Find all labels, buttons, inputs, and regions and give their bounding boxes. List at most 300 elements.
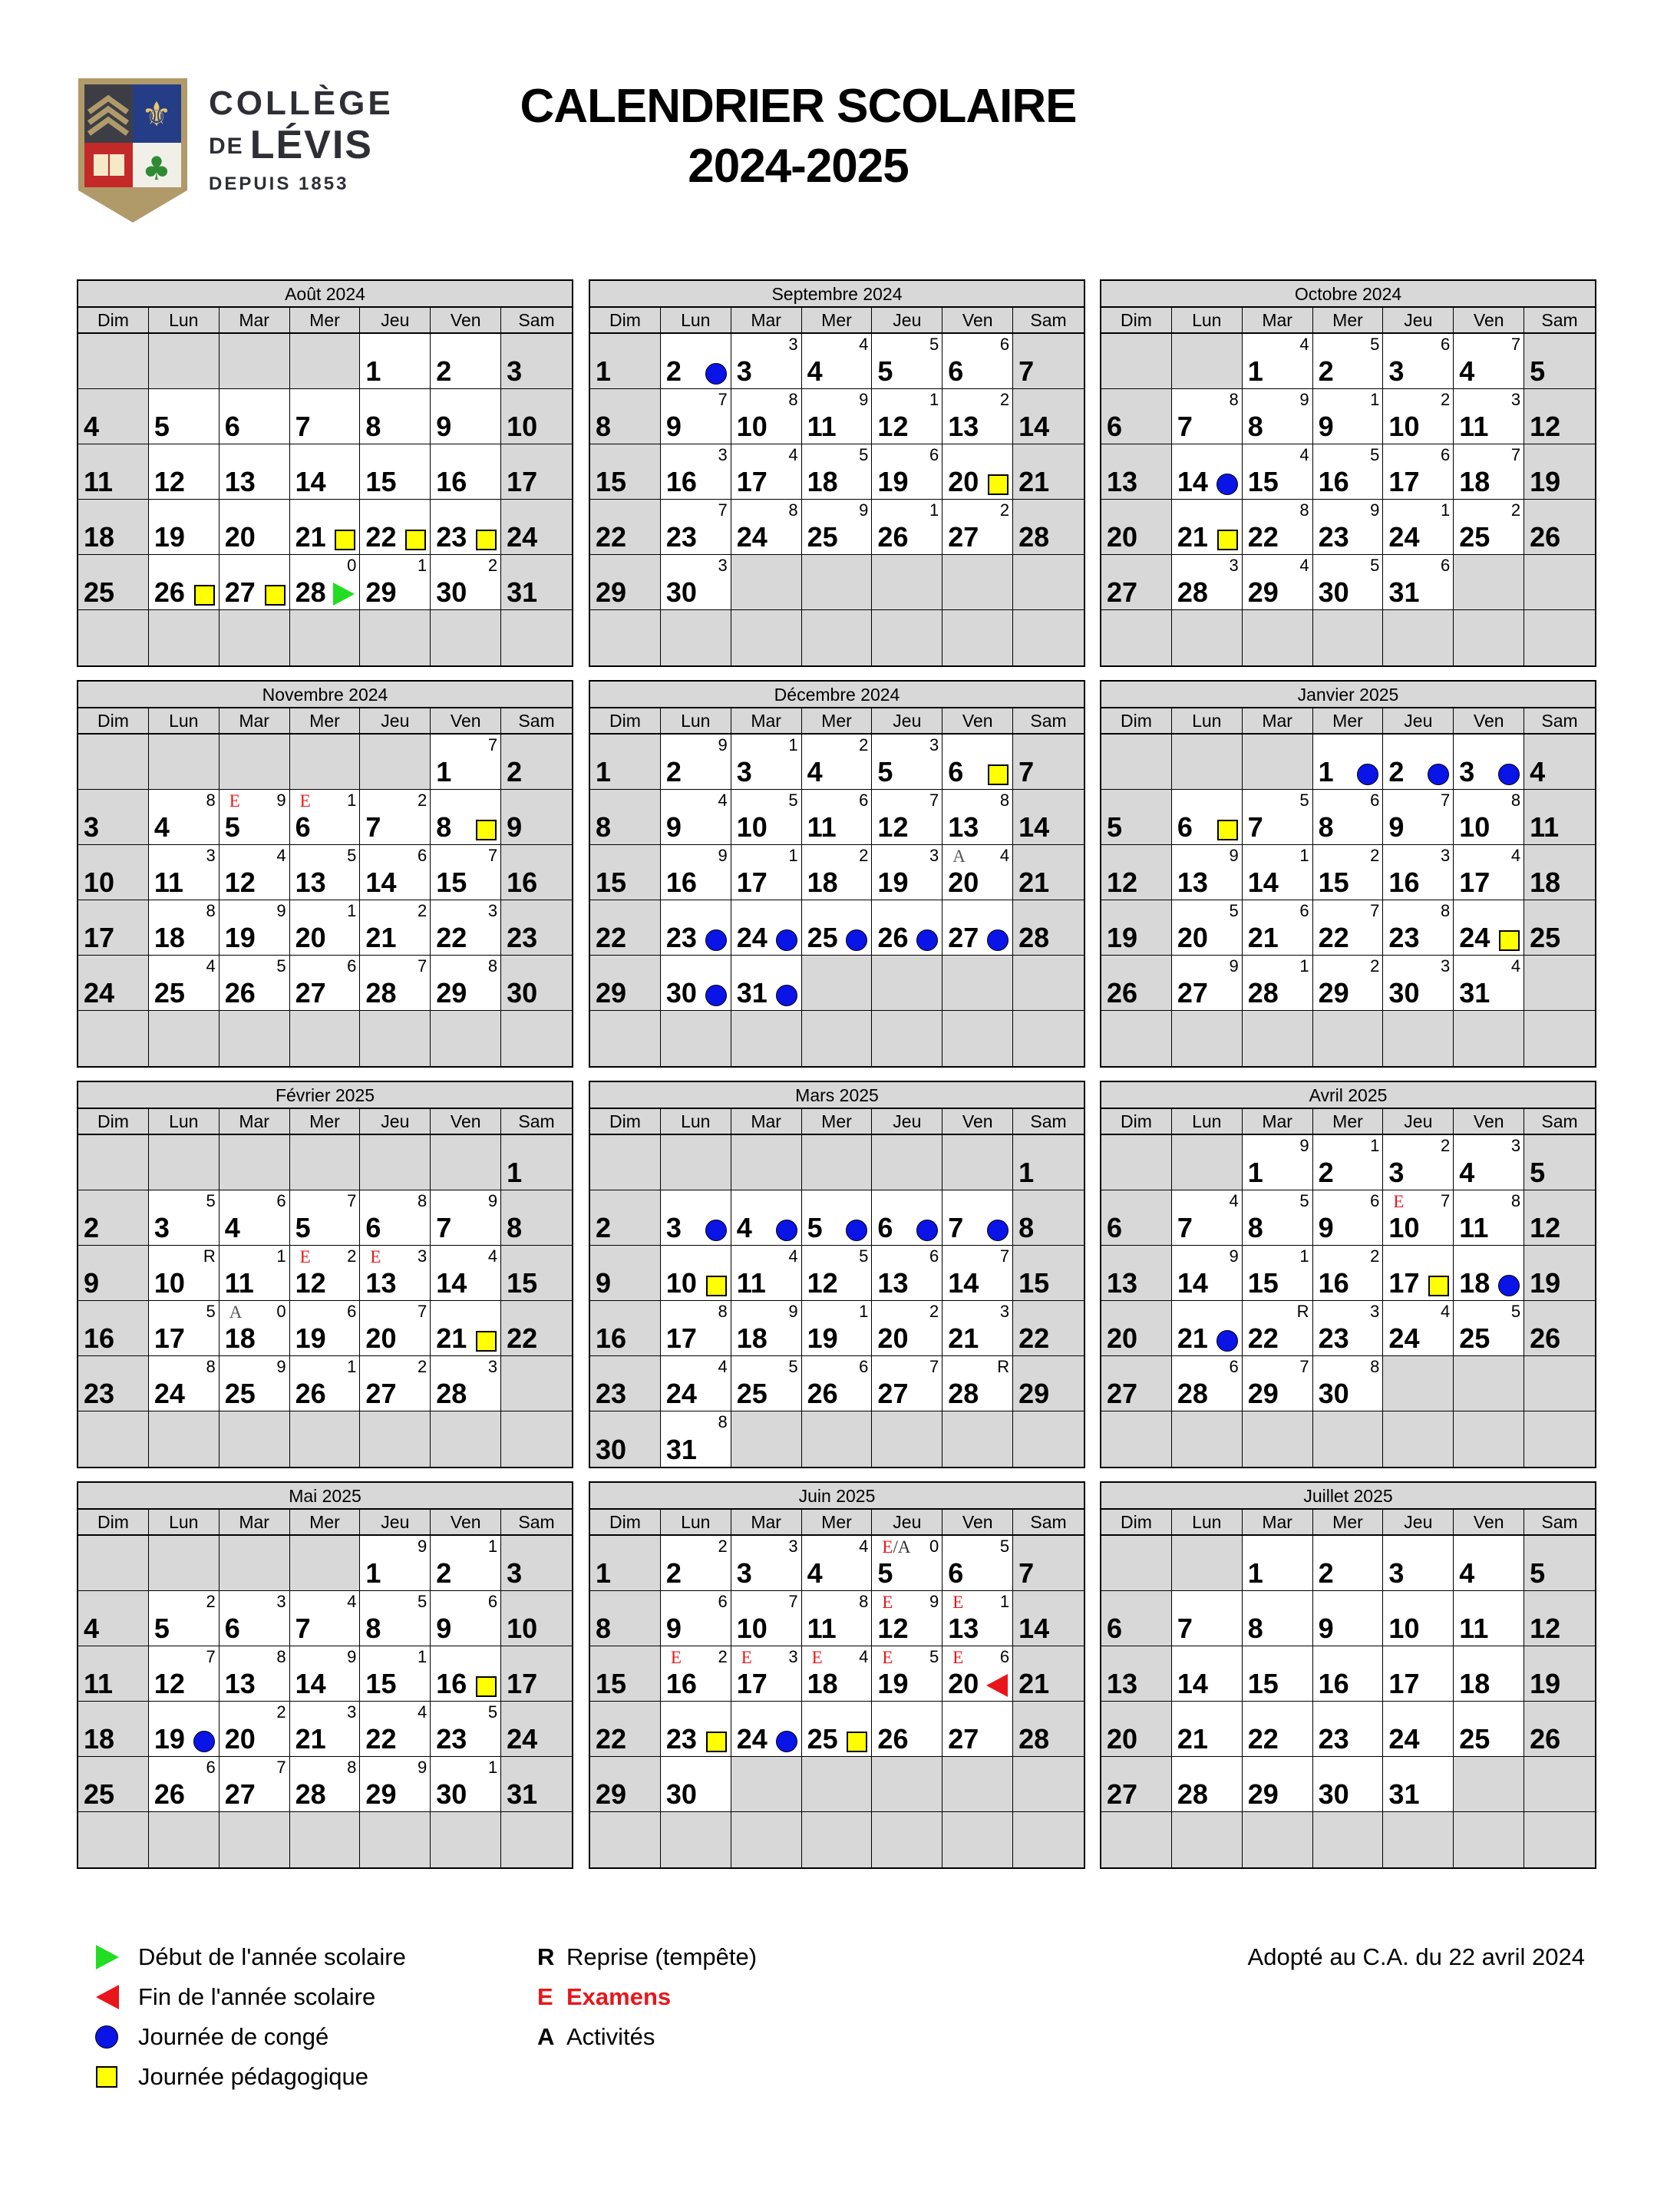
day-cell (731, 444, 802, 500)
cycle-day: 3 (487, 1357, 498, 1376)
pedago-square-icon (476, 530, 497, 550)
day-number: 14 (1247, 867, 1279, 898)
day-number: 21 (1247, 922, 1279, 953)
day-number: 11 (807, 811, 837, 843)
day-cell (1172, 1301, 1243, 1356)
day-cell (1383, 1135, 1454, 1190)
day-code: E (670, 1648, 682, 1667)
day-cell (1172, 444, 1243, 500)
day-cell (431, 956, 501, 1011)
day-cell (731, 735, 802, 790)
empty-cell (1013, 555, 1084, 610)
cycle-day: 9 (347, 1647, 357, 1666)
day-number: 18 (736, 1322, 768, 1354)
day-cell (501, 1301, 572, 1356)
day-cell (661, 735, 731, 790)
svg-text:⚜: ⚜ (141, 95, 172, 134)
day-number: 2 (1388, 756, 1405, 787)
holiday-circle-icon (916, 1220, 938, 1241)
day-number: 7 (295, 1613, 311, 1644)
day-cell (590, 735, 661, 790)
day-number: 27 (877, 1378, 909, 1409)
day-cell (802, 500, 873, 555)
day-number: 15 (1247, 1668, 1279, 1699)
weekday-header (590, 1109, 1084, 1135)
weekday-label: Jeu (360, 1510, 431, 1534)
day-cell (661, 1757, 731, 1812)
cycle-day: R (203, 1246, 216, 1266)
day-number: 14 (365, 867, 397, 898)
day-cell (78, 790, 149, 845)
day-number: 20 (948, 1668, 979, 1699)
empty-cell (1101, 1812, 1172, 1867)
day-number: 8 (596, 811, 612, 843)
day-cell (802, 1301, 873, 1356)
empty-cell (1013, 610, 1084, 665)
day-cell (1243, 1591, 1313, 1646)
empty-cell (1313, 1011, 1384, 1066)
day-number: 7 (1177, 1613, 1193, 1644)
day-number: 12 (877, 411, 909, 442)
empty-cell (1013, 1757, 1084, 1812)
cycle-day: 2 (1510, 500, 1521, 520)
day-cell (501, 555, 572, 610)
weekday-label: Lun (149, 1510, 220, 1534)
day-number: 20 (948, 867, 979, 898)
cycle-day: 7 (487, 846, 498, 865)
cycle-day: 6 (859, 791, 869, 810)
cycle-day: 2 (718, 1537, 728, 1556)
day-number: 24 (154, 1378, 185, 1409)
cycle-day: 2 (718, 1647, 728, 1666)
day-cell (1013, 735, 1084, 790)
day-cell (78, 845, 149, 900)
legend-start: Début de l'année scolaire (94, 1937, 406, 1977)
day-cell (290, 1591, 361, 1646)
day-cell (1454, 334, 1524, 389)
cycle-day: 7 (1441, 1191, 1451, 1210)
day-number: 29 (596, 1778, 627, 1810)
day-number: 19 (1530, 466, 1561, 497)
cycle-day: 4 (1441, 1302, 1451, 1321)
day-number: 15 (1247, 466, 1279, 497)
cycle-day: 8 (276, 1647, 286, 1666)
holiday-circle-icon (1357, 764, 1378, 785)
day-cell (942, 845, 1013, 900)
empty-cell (872, 1812, 942, 1867)
day-number: 20 (365, 1322, 397, 1354)
day-number: 14 (1177, 1267, 1208, 1299)
cycle-day: 8 (718, 1412, 728, 1431)
day-cell (1243, 1536, 1313, 1591)
day-number: 23 (436, 521, 467, 553)
day-number: 13 (948, 411, 979, 442)
day-number: 20 (948, 466, 979, 497)
cycle-day: 3 (1441, 956, 1451, 976)
cycle-day: 2 (487, 556, 498, 575)
day-number: 20 (1107, 1322, 1138, 1354)
empty-cell (1101, 334, 1172, 389)
legend-symbols (94, 1937, 406, 2097)
day-number: 23 (665, 922, 697, 953)
day-number: 30 (665, 1778, 697, 1810)
empty-cell (78, 1536, 149, 1591)
holiday-circle-icon (776, 1220, 797, 1241)
month-title: Janvier 2025 (1101, 682, 1595, 708)
day-number: 6 (1107, 1212, 1123, 1243)
day-number: 28 (295, 1778, 326, 1810)
day-number: 2 (1318, 1157, 1334, 1188)
cycle-day: 6 (1370, 791, 1380, 810)
weekday-label: Jeu (1383, 1109, 1454, 1134)
day-cell (1454, 845, 1524, 900)
day-cell (78, 555, 149, 610)
empty-cell (731, 1757, 802, 1812)
day-cell (590, 1190, 661, 1246)
day-number: 13 (224, 466, 256, 497)
day-cell (360, 1246, 431, 1301)
cycle-day: 5 (999, 1537, 1010, 1556)
day-cell (431, 845, 501, 900)
cycle-day: 5 (1510, 1302, 1521, 1321)
weekday-label: Lun (1172, 308, 1243, 332)
weekday-label: Ven (431, 1109, 501, 1134)
empty-cell (78, 610, 149, 665)
day-number: 13 (948, 811, 979, 843)
day-code: E (1393, 1192, 1405, 1211)
legend-activites: A Activités (537, 2023, 655, 2050)
day-cell (1101, 1591, 1172, 1646)
day-cell (1243, 900, 1313, 956)
empty-cell (220, 1411, 290, 1467)
empty-cell (220, 735, 290, 790)
day-number: 22 (1018, 1322, 1050, 1354)
day-cell (290, 555, 361, 610)
empty-cell (1383, 610, 1454, 665)
day-number: 18 (84, 1723, 115, 1755)
day-number: 3 (84, 811, 100, 843)
cycle-day: 7 (1299, 1357, 1309, 1376)
empty-cell (290, 334, 361, 389)
day-code: E (299, 1247, 311, 1266)
day-number: 12 (877, 1613, 909, 1644)
day-number: 14 (948, 1267, 979, 1299)
day-cell (290, 389, 361, 444)
day-cell (731, 1246, 802, 1301)
pedago-square-icon (476, 1331, 497, 1352)
day-cell (590, 1411, 661, 1467)
weekday-label: Jeu (360, 308, 431, 332)
day-cell (1524, 1702, 1595, 1757)
cycle-day: 7 (718, 500, 728, 520)
day-cell (78, 1301, 149, 1356)
logo-line2: DE LÉVIS (209, 123, 373, 167)
day-cell (78, 1591, 149, 1646)
day-cell (360, 1757, 431, 1812)
day-number: 20 (295, 922, 326, 953)
empty-cell (802, 1757, 873, 1812)
day-cell (1383, 790, 1454, 845)
cycle-day: 3 (999, 1302, 1010, 1321)
day-number: 22 (596, 521, 627, 553)
empty-cell (220, 1135, 290, 1190)
day-number: 12 (877, 811, 909, 843)
day-number: 5 (807, 1212, 823, 1243)
logo-line1: COLLÈGE (209, 84, 394, 122)
day-cell (942, 1591, 1013, 1646)
day-number: 2 (665, 756, 682, 787)
day-cell (942, 735, 1013, 790)
day-cell (501, 1702, 572, 1757)
empty-cell (1243, 610, 1313, 665)
day-number: 23 (84, 1378, 115, 1409)
day-cell (1454, 444, 1524, 500)
day-number: 1 (596, 1557, 612, 1589)
empty-cell (731, 1812, 802, 1867)
day-cell (1454, 1536, 1524, 1591)
holiday-circle-icon (846, 929, 867, 951)
cycle-day: 1 (929, 500, 939, 520)
day-number: 4 (84, 1613, 100, 1644)
weekday-label: Sam (518, 310, 555, 330)
day-number: 5 (1530, 1557, 1546, 1589)
day-number: 30 (1388, 977, 1420, 1009)
day-number: 24 (1388, 1723, 1420, 1755)
day-cell (1013, 1301, 1084, 1356)
pedago-square-icon (265, 585, 286, 606)
cycle-day: 7 (929, 1357, 939, 1376)
empty-cell (1243, 1812, 1313, 1867)
day-number: 8 (1247, 1613, 1263, 1644)
cycle-day: 1 (929, 390, 939, 409)
day-number: 22 (365, 1723, 397, 1755)
cycle-day: 8 (206, 1357, 216, 1376)
day-number: 23 (665, 521, 697, 553)
day-cell (1383, 1702, 1454, 1757)
day-cell (1383, 500, 1454, 555)
day-number: 13 (1107, 1668, 1138, 1699)
day-number: 9 (436, 1613, 452, 1644)
day-cell (220, 1591, 290, 1646)
weekday-label: Jeu (360, 708, 431, 733)
day-number: 5 (877, 756, 893, 787)
cycle-day: 6 (929, 1246, 939, 1266)
weekday-label: Dim (1101, 1510, 1172, 1534)
day-number: 21 (295, 1723, 326, 1755)
empty-cell (1313, 610, 1384, 665)
day-number: 19 (877, 867, 909, 898)
day-cell (1383, 444, 1454, 500)
empty-cell (360, 735, 431, 790)
day-cell (1243, 1702, 1313, 1757)
day-number: 14 (1177, 1668, 1208, 1699)
day-number: 15 (365, 466, 397, 497)
weekday-label: Mer (290, 1510, 361, 1534)
day-number: 21 (1177, 521, 1208, 553)
day-number: 31 (665, 1434, 697, 1465)
day-cell (78, 1757, 149, 1812)
empty-cell (1524, 956, 1595, 1011)
cycle-day: 8 (487, 956, 498, 976)
cycle-day: 6 (859, 1357, 869, 1376)
day-cell (942, 444, 1013, 500)
end-triangle-icon (94, 1985, 121, 2009)
day-number: 8 (365, 411, 381, 442)
weekday-label: Sam (1030, 1111, 1067, 1131)
cycle-day: 5 (1370, 445, 1380, 464)
day-number: 23 (436, 1723, 467, 1755)
cycle-day: 7 (276, 1758, 286, 1777)
empty-cell (431, 1135, 501, 1190)
day-cell (290, 900, 361, 956)
weekday-label: Mer (1313, 1109, 1384, 1134)
day-number: 7 (1018, 756, 1035, 787)
empty-cell (1172, 610, 1243, 665)
day-number: 16 (665, 1668, 697, 1699)
weekday-label: Dim (78, 1109, 149, 1134)
day-cell (360, 1646, 431, 1702)
day-cell (1172, 555, 1243, 610)
weekday-label: Sam (1541, 310, 1578, 330)
day-cell (149, 1646, 220, 1702)
day-code: E (299, 791, 311, 811)
day-number: 16 (1388, 867, 1420, 898)
day-cell (290, 845, 361, 900)
day-cell (149, 956, 220, 1011)
day-cell (1454, 500, 1524, 555)
day-number: 7 (365, 811, 381, 843)
empty-cell (731, 610, 802, 665)
day-cell (661, 1411, 731, 1467)
day-cell (661, 334, 731, 389)
day-number: 24 (84, 977, 115, 1009)
weekday-label: Mer (802, 308, 873, 332)
empty-cell (1172, 735, 1243, 790)
day-number: 17 (736, 867, 768, 898)
day-number: 9 (507, 811, 523, 843)
day-cell (1013, 389, 1084, 444)
day-cell (1313, 790, 1384, 845)
cycle-day: 2 (929, 1302, 939, 1321)
day-number: 12 (154, 1668, 185, 1699)
cycle-day: 5 (1229, 901, 1239, 920)
empty-cell (1013, 956, 1084, 1011)
cycle-day: 4 (999, 846, 1010, 865)
day-cell (220, 790, 290, 845)
day-number: 28 (1018, 1723, 1050, 1755)
day-cell (1454, 1246, 1524, 1301)
day-cell (942, 1702, 1013, 1757)
weekday-label: Dim (590, 1109, 661, 1134)
day-number: 29 (1247, 576, 1279, 608)
day-cell (1313, 1135, 1384, 1190)
weekday-header (1101, 1109, 1595, 1135)
day-cell (431, 500, 501, 555)
day-number: 10 (1388, 1613, 1420, 1644)
day-number: 6 (948, 1557, 964, 1589)
holiday-circle-icon (705, 1220, 727, 1241)
weekday-label: Dim (78, 1510, 149, 1534)
day-number: 23 (1318, 521, 1349, 553)
legend-codes (537, 1937, 757, 2057)
month-days-grid (590, 1135, 1084, 1467)
cycle-day: 3 (1510, 390, 1521, 409)
day-cell (802, 1190, 873, 1246)
cycle-day: 3 (718, 556, 728, 575)
cycle-day: 5 (929, 1647, 939, 1666)
cycle-day: 7 (788, 1592, 798, 1611)
empty-cell (1383, 1411, 1454, 1467)
empty-cell (149, 1536, 220, 1591)
cycle-day: 1 (276, 1246, 286, 1266)
day-number: 8 (1247, 411, 1263, 442)
pedago-square-icon (1499, 930, 1520, 951)
cycle-day: 3 (788, 335, 798, 354)
empty-cell (802, 1411, 873, 1467)
day-number: 30 (436, 576, 467, 608)
day-cell (1383, 1246, 1454, 1301)
empty-cell (78, 1011, 149, 1066)
day-cell (1013, 444, 1084, 500)
cycle-day: 3 (418, 1246, 428, 1266)
holiday-circle-icon (776, 929, 797, 951)
empty-cell (1524, 1411, 1595, 1467)
cycle-day: 2 (859, 846, 869, 865)
cycle-day: 0 (347, 556, 357, 575)
day-number: 29 (596, 576, 627, 608)
empty-cell (731, 555, 802, 610)
day-cell (872, 1301, 942, 1356)
day-cell (942, 1301, 1013, 1356)
day-code: A (952, 847, 966, 866)
day-number: 17 (154, 1322, 185, 1354)
empty-cell (1524, 1757, 1595, 1812)
weekday-label: Lun (661, 308, 731, 332)
day-cell (1243, 1190, 1313, 1246)
day-number: 6 (1177, 811, 1193, 843)
weekday-label: Ven (942, 708, 1013, 733)
weekday-label: Sam (518, 1111, 555, 1131)
weekday-label: Dim (78, 308, 149, 332)
day-cell (1101, 389, 1172, 444)
day-number: 30 (436, 1778, 467, 1810)
cycle-day: R (1296, 1302, 1309, 1321)
day-number: 5 (877, 355, 893, 387)
cycle-day: 2 (999, 390, 1010, 409)
day-code: E (952, 1648, 964, 1667)
cycle-day: 6 (206, 1758, 216, 1777)
day-number: 24 (507, 521, 538, 553)
day-number: 23 (596, 1378, 627, 1409)
day-number: 11 (84, 1668, 114, 1699)
day-cell (290, 1301, 361, 1356)
day-number: 22 (1247, 521, 1279, 553)
month-block (1100, 1081, 1596, 1468)
day-cell (661, 1702, 731, 1757)
weekday-label: Jeu (1383, 1510, 1454, 1534)
day-cell (1101, 500, 1172, 555)
cycle-day: 3 (206, 846, 216, 865)
day-cell (149, 1301, 220, 1356)
day-number: 7 (295, 411, 311, 442)
day-number: 13 (295, 867, 326, 898)
day-number: 10 (507, 1613, 538, 1644)
day-cell (1101, 900, 1172, 956)
day-cell (290, 956, 361, 1011)
day-number: 18 (154, 922, 185, 953)
day-number: 28 (295, 576, 326, 608)
day-number: 17 (1388, 1267, 1420, 1299)
